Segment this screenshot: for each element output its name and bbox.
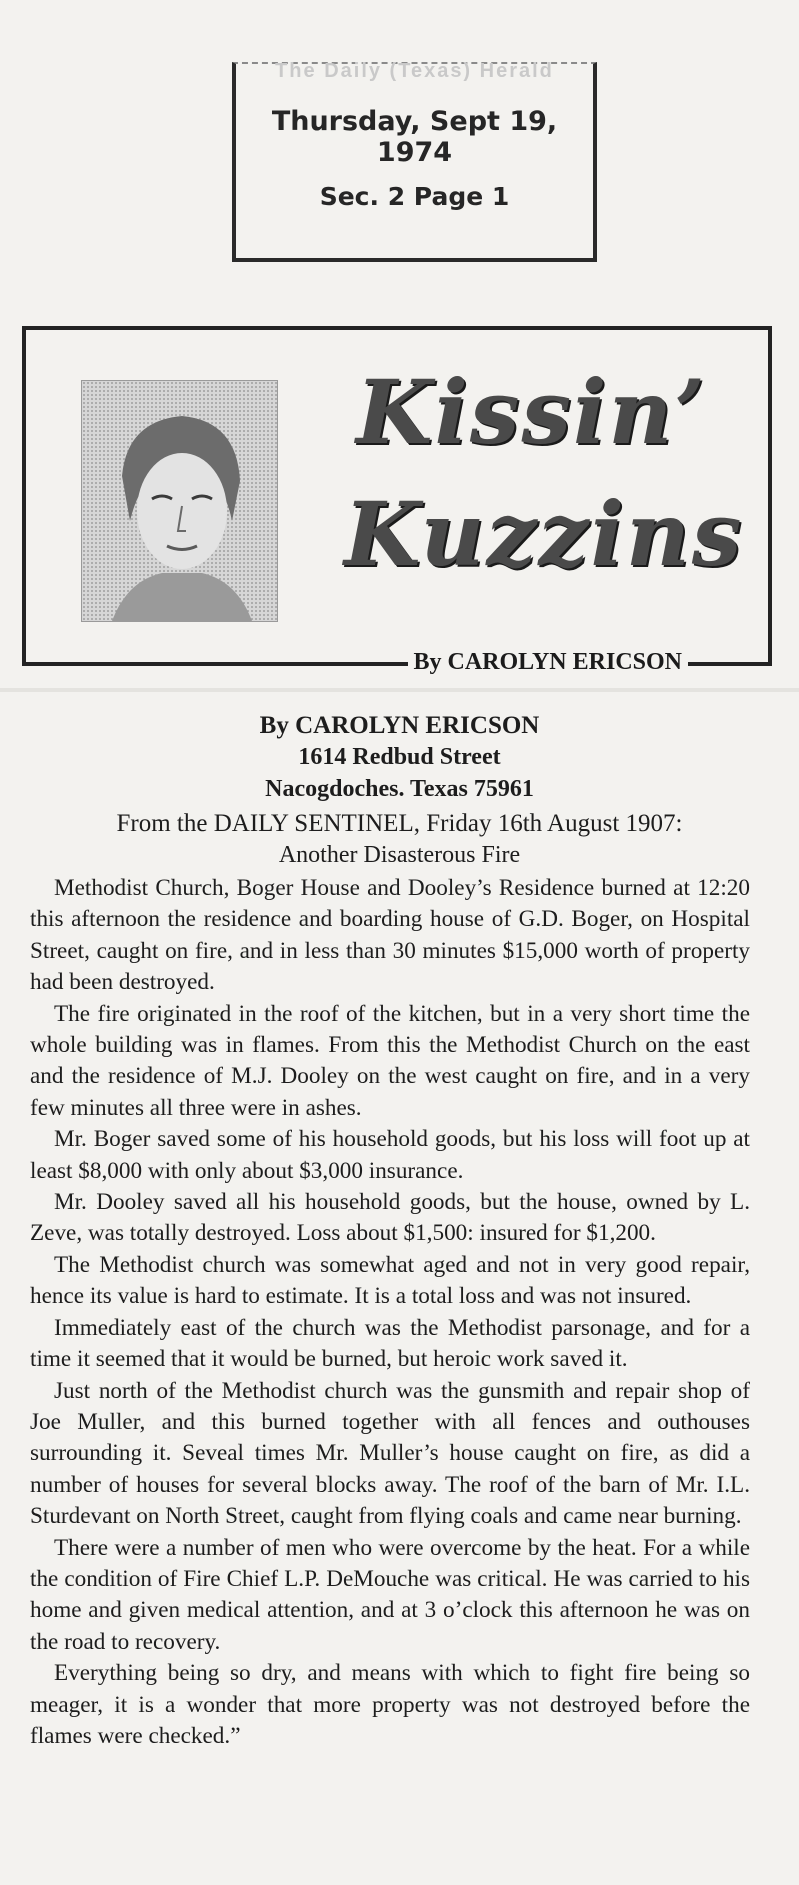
date-stamp (232, 62, 597, 262)
article-source: From the DAILY SENTINEL, Friday 16th August 1907: (116, 810, 683, 837)
paragraph: The fire originated in the roof of the kitchen, but in a very short time the whole building was in flames. From this the Methodist Church on the east and the residence of M.J. Dooley on the west caught on fire, and in a very few minutes all three were in ashes. (30, 1000, 750, 1121)
paragraph: Methodist Church, Boger House and Dooley’s Residence burned at 12:20 this afternoon the residence and boarding house of G.D. Boger, on Hospital Street, caught on fire, and in less than 30 minutes $15,000 worth of property had been destroyed. (30, 875, 750, 996)
article-address: 1614 Redbud Street (298, 744, 501, 770)
column-title-line1: Kissin’ (356, 360, 708, 464)
paragraph: The Methodist church was somewhat aged and not in very good repair, hence its value is hard to estimate. It is a total loss and was not insured. (30, 1251, 750, 1310)
paragraph: Mr. Boger saved some of his household goods, but his loss will foot up at least $8,000 with only about $3,000 insurance. (30, 1126, 750, 1184)
fold-line (0, 688, 799, 692)
article-headline: Another Disasterous Fire (278, 842, 521, 868)
article-city: Nacogdoches. Texas 75961 (265, 776, 534, 802)
paragraph: Immediately east of the church was the Methodist parsonage, and for a time it seemed that it would be burned, but heroic work saved it. (30, 1314, 750, 1373)
paragraph: Mr. Dooley saved all his household goods, but the house, owned by L. Zeve, was totally destroyed. Loss about $1,500: insured for $1,200. (30, 1189, 750, 1247)
paragraph: Just north of the Methodist church was the gunsmith and repair shop of Joe Muller, and this burned together with all fences and outhouses surrounding it. Seveal times Mr. Muller’s house caught on fire, as did a number of houses for several blocks away. The roof of the barn of Mr. I.L. Sturdevant on North Street, caught from flying coals and came near burning. (30, 1377, 750, 1530)
portrait-image (82, 381, 277, 621)
column-title-line2: Kuzzins (344, 482, 744, 586)
author-portrait (81, 380, 278, 622)
column-byline: By CAROLYN ERICSON (408, 649, 689, 676)
paragraph: Everything being so dry, and means with which to fight fire being so meager, it is a wonder that more property was not destroyed before the flames were checked.” (30, 1660, 750, 1749)
stamp-date: Thursday, Sept 19, 1974 (271, 106, 558, 168)
stamp-faded-line: The Daily (Texas) Herald (275, 60, 554, 82)
stamp-section: Sec. 2 Page 1 (319, 182, 510, 211)
column-header (22, 326, 772, 675)
paragraph: There were a number of men who were overcome by the heat. For a while the condition of Fire Chief L.P. DeMouche was critical. He was carried to his home and given medical attention, and at 3 o’clock this afternoon he was on the road to recovery. (30, 1534, 750, 1655)
article-body (30, 873, 750, 1752)
article-author: By CAROLYN ERICSON (259, 712, 540, 739)
